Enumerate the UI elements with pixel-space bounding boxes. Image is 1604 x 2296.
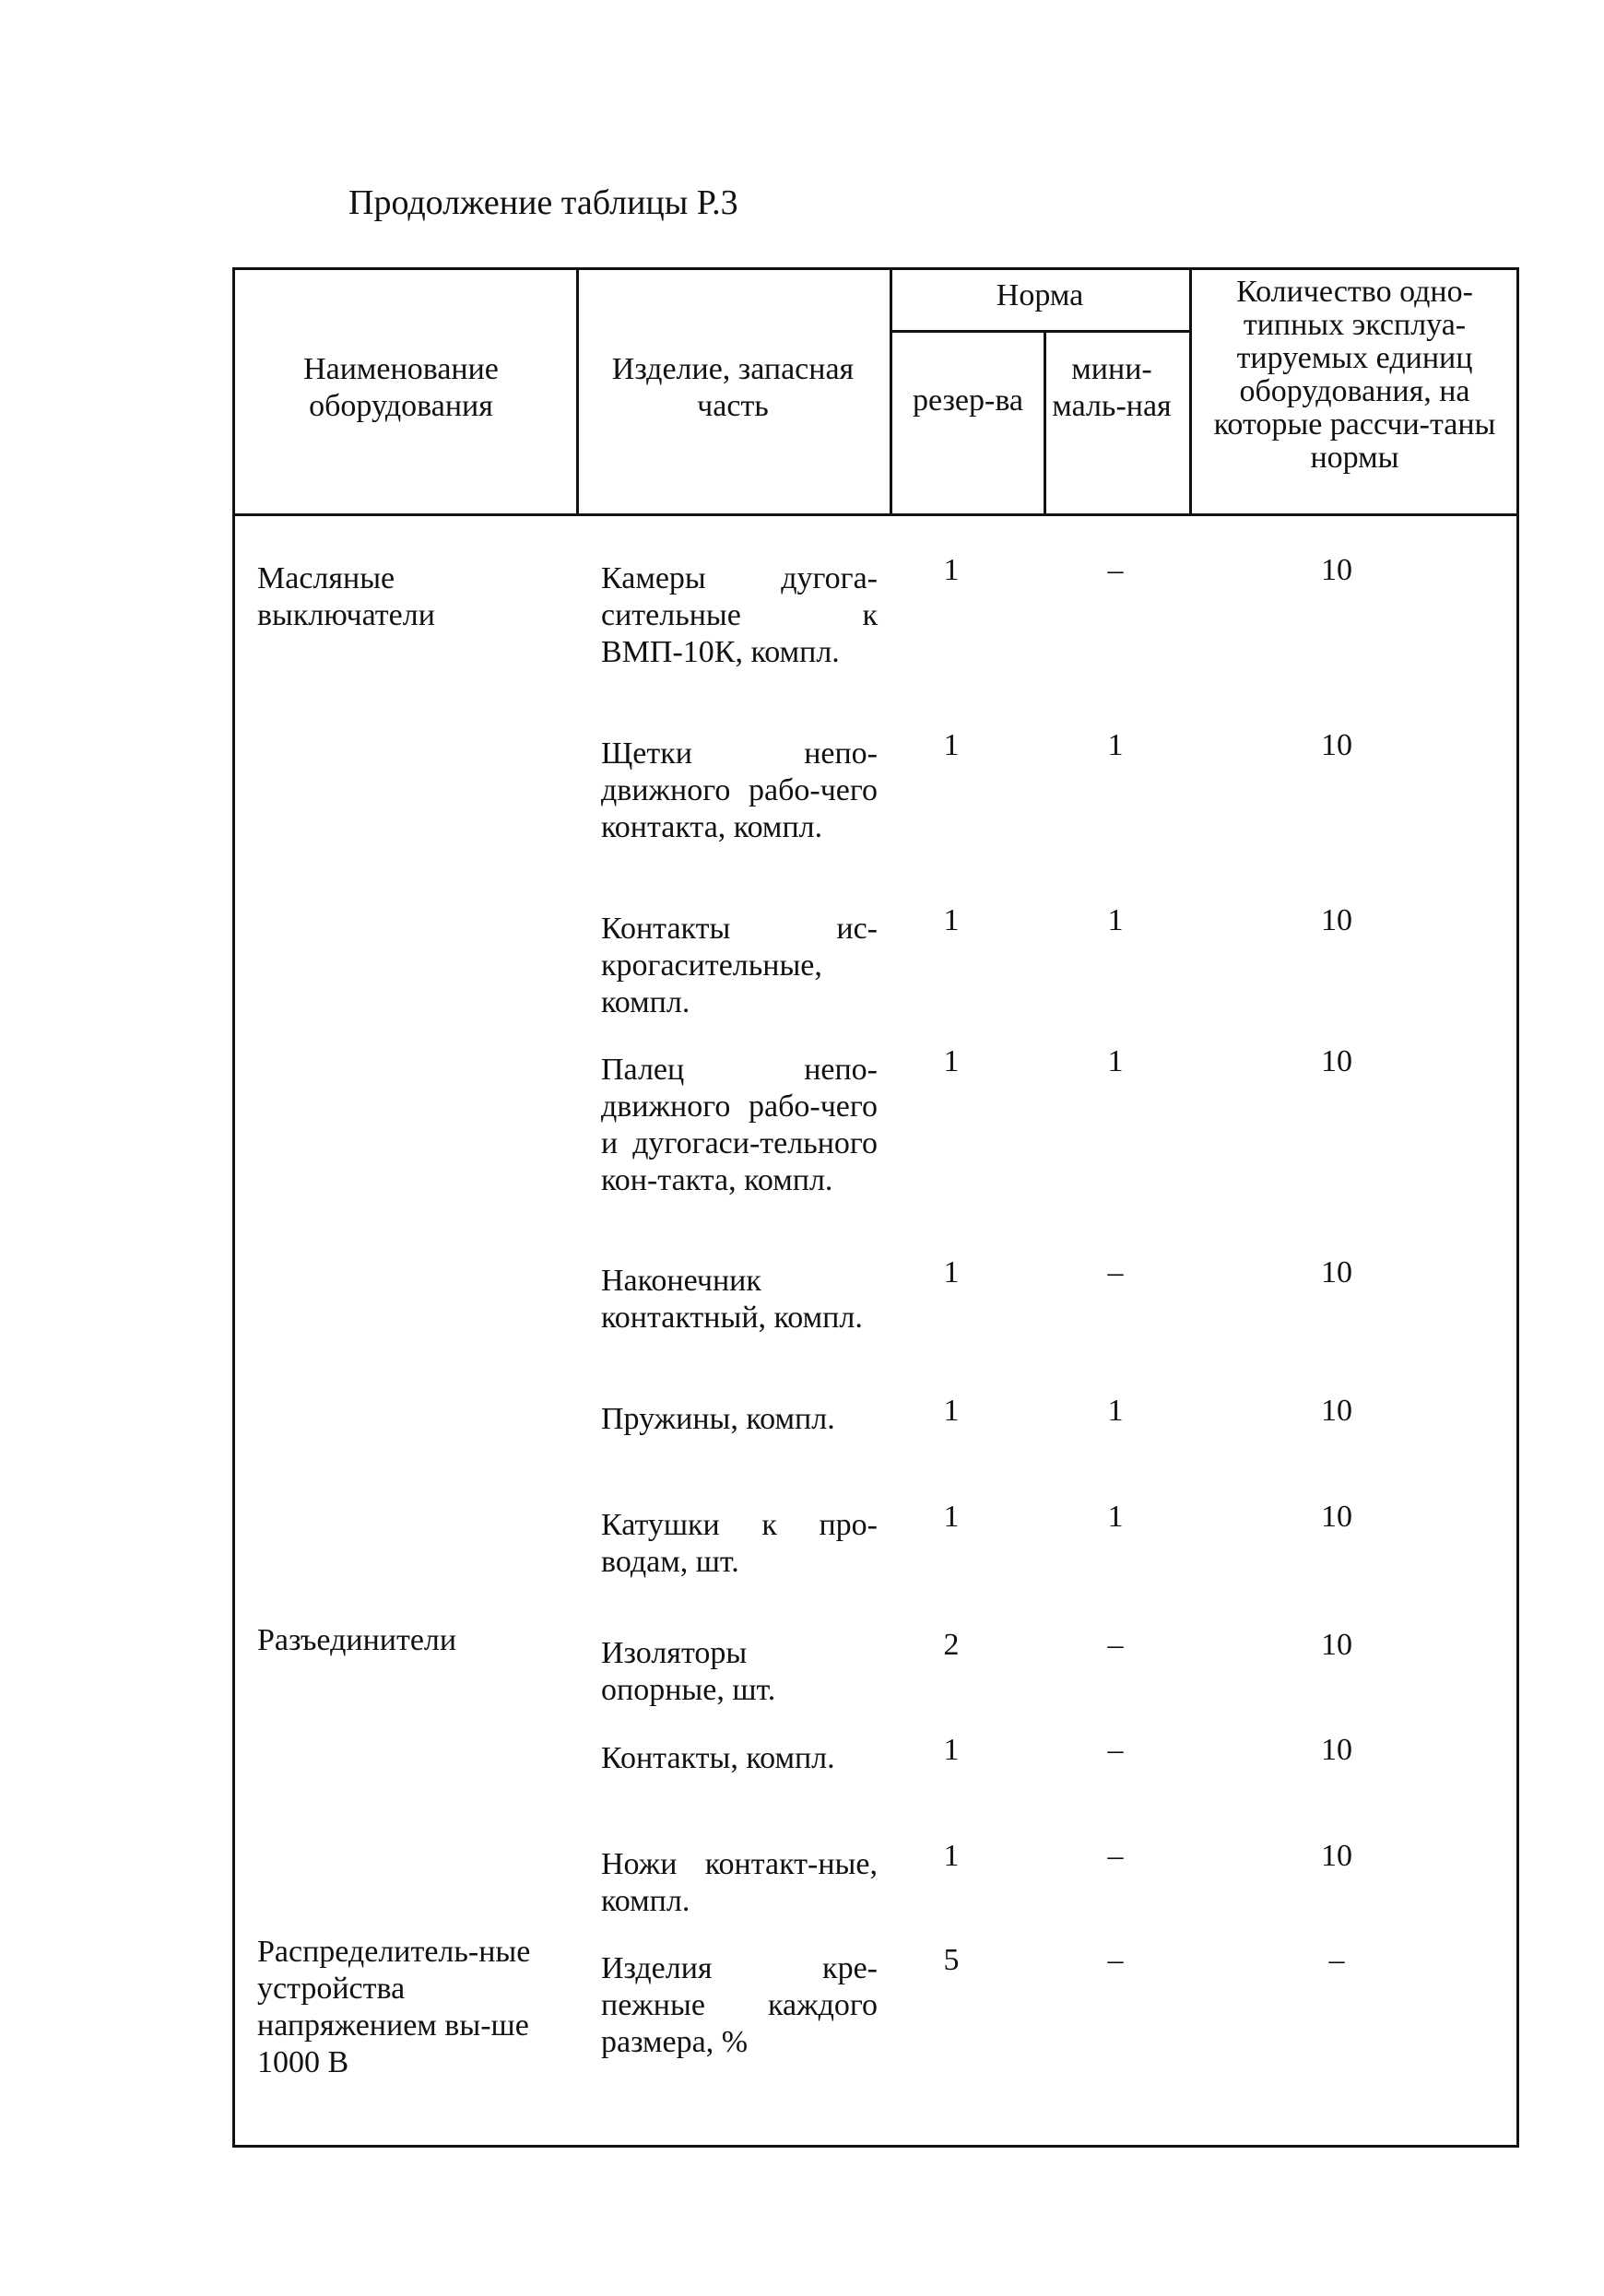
norm-divider: [890, 330, 1189, 333]
item-row: Катушки к про-водам, шт.: [601, 1508, 878, 1579]
reserve-value: 1: [943, 1255, 960, 1289]
minimal-value: 1: [1107, 1044, 1124, 1078]
minimal-value: 1: [1107, 903, 1124, 937]
minimal-value: –: [1107, 1943, 1124, 1977]
spare-parts-table: [232, 267, 1519, 2148]
units-value: 10: [1321, 903, 1352, 937]
units-value: 10: [1321, 728, 1352, 762]
reserve-value: 1: [943, 1500, 960, 1534]
reserve-value: 1: [943, 903, 960, 937]
reserve-value: 5: [943, 1943, 960, 1977]
col-divider-3: [1044, 330, 1046, 515]
minimal-value: –: [1107, 1733, 1124, 1767]
equipment-switchgear: Распределитель-ные устройства напряжением вы-ше 1000 В: [257, 1935, 531, 2079]
item-row: Пружины, компл.: [601, 1402, 835, 1436]
header-units: Количество одно-типных эксплуа-тируемых единиц оборудования, на которые рассчи-таны нормы: [1213, 275, 1496, 475]
header-minimal: мини-маль-ная: [1052, 352, 1172, 423]
item-row: Ножи контакт-ные, компл.: [601, 1847, 878, 1918]
header-norm: Норма: [996, 278, 1084, 312]
reserve-value: 1: [943, 1839, 960, 1873]
minimal-value: 1: [1107, 1394, 1124, 1428]
units-value: 10: [1321, 1733, 1352, 1767]
reserve-value: 1: [943, 728, 960, 762]
reserve-value: 1: [943, 1733, 960, 1767]
reserve-value: 2: [943, 1628, 960, 1662]
units-value: 10: [1321, 553, 1352, 587]
equipment-oil-switches: Масляные выключатели: [257, 561, 435, 632]
units-value: 10: [1321, 1628, 1352, 1662]
col-divider-1: [576, 270, 579, 515]
minimal-value: 1: [1107, 728, 1124, 762]
reserve-value: 1: [943, 1044, 960, 1078]
header-equipment: Наименование оборудования: [303, 352, 499, 423]
minimal-value: –: [1107, 1839, 1124, 1873]
item-row: Щетки непо-движного рабо-чего контакта, компл.: [601, 736, 878, 844]
minimal-value: –: [1107, 553, 1124, 587]
item-row: Изоляторы опорные, шт.: [601, 1636, 776, 1707]
equipment-disconnectors: Разъединители: [257, 1623, 457, 1657]
item-row: Наконечник контактный, компл.: [601, 1264, 863, 1335]
header-divider: [235, 513, 1516, 516]
minimal-value: –: [1107, 1255, 1124, 1289]
units-value: 10: [1321, 1044, 1352, 1078]
units-value: 10: [1321, 1394, 1352, 1428]
units-value: –: [1328, 1943, 1345, 1977]
minimal-value: –: [1107, 1628, 1124, 1662]
units-value: 10: [1321, 1839, 1352, 1873]
item-row: Контакты ис-крогасительные, компл.: [601, 912, 878, 1019]
units-value: 10: [1321, 1500, 1352, 1534]
header-reserve: резер-ва: [912, 383, 1024, 418]
item-row: Контакты, компл.: [601, 1741, 835, 1775]
units-value: 10: [1321, 1255, 1352, 1289]
minimal-value: 1: [1107, 1500, 1124, 1534]
item-row: Изделия кре-пежные каждого размера, %: [601, 1951, 878, 2059]
table-caption: Продолжение таблицы Р.3: [348, 183, 738, 222]
item-row: Палец непо-движного рабо-чего и дугогаси-тельного кон-такта, компл.: [601, 1053, 878, 1197]
header-item: Изделие, запасная часть: [611, 352, 855, 423]
col-divider-4: [1189, 270, 1192, 515]
reserve-value: 1: [943, 553, 960, 587]
reserve-value: 1: [943, 1394, 960, 1428]
item-row: Камеры дугога-сительные к ВМП-10К, компл.: [601, 561, 878, 669]
